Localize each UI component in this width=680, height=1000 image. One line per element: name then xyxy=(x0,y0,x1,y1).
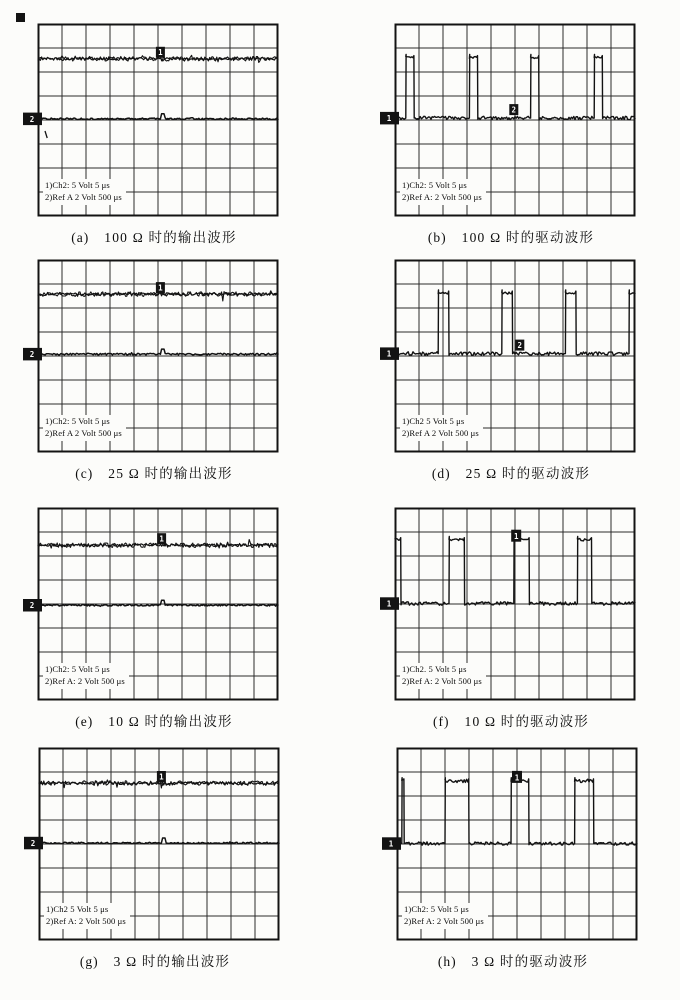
readout-line-1: 1)Ch2: 5 Volt 5 μs xyxy=(404,904,469,914)
channel-readout xyxy=(400,663,486,689)
trace-marker-glyph: 2 xyxy=(517,341,523,350)
caption-text: 100 Ω 时的驱动波形 xyxy=(461,230,595,245)
trace-marker xyxy=(156,47,165,58)
panel-caption xyxy=(24,710,284,730)
channel-readout xyxy=(400,415,483,441)
oscilloscope-screenshot xyxy=(29,24,278,216)
ground-marker-glyph: 1 xyxy=(386,114,392,124)
panel-caption xyxy=(381,226,641,246)
oscilloscope-screenshot xyxy=(386,24,635,216)
trace-marker-glyph: 1 xyxy=(159,534,164,544)
oscilloscope-screenshot xyxy=(29,508,278,700)
ground-marker xyxy=(380,112,399,125)
trace-marker xyxy=(509,104,518,115)
readout-line-2: 2)Ref A 2 Volt 500 μs xyxy=(45,191,122,202)
ground-marker-glyph: 2 xyxy=(29,350,35,360)
readout-line-1: 1)Ch2 5 Volt 5 μs xyxy=(46,904,109,914)
trace-marker-glyph: 1 xyxy=(513,532,519,542)
caption-text: 3 Ω 时的驱动波形 xyxy=(471,954,589,969)
caption-text: 10 Ω 时的驱动波形 xyxy=(464,714,589,729)
ground-marker xyxy=(24,837,43,850)
trace-marker-glyph: 1 xyxy=(514,773,520,783)
caption-index: (a) xyxy=(71,230,90,245)
trace-marker xyxy=(511,530,521,542)
ground-marker-glyph: 2 xyxy=(29,601,35,611)
trace-marker xyxy=(512,771,522,783)
stray-mark xyxy=(45,131,47,138)
readout-line-1: 1)Ch2: 5 Volt 5 μs xyxy=(45,664,110,674)
channel-readout xyxy=(400,179,486,205)
caption-index: (h) xyxy=(437,954,457,969)
panel-caption xyxy=(24,462,284,482)
ground-marker xyxy=(23,113,42,126)
readout-line-2: 2)Ref A 2 Volt 500 μs xyxy=(45,427,122,438)
ground-marker xyxy=(23,599,42,612)
channel-readout xyxy=(43,179,126,205)
caption-text: 25 Ω 时的驱动波形 xyxy=(465,466,591,481)
scope-panel-h xyxy=(388,748,637,969)
oscilloscope-screenshot xyxy=(30,748,279,940)
channel-readout xyxy=(43,663,129,689)
readout-line-2: 2)Ref A: 2 Volt 500 μs xyxy=(402,191,482,202)
caption-text: 10 Ω 时的输出波形 xyxy=(108,714,233,729)
readout-line-2: 2)Ref A: 2 Volt 500 μs xyxy=(404,915,484,926)
ground-marker-glyph: 1 xyxy=(388,839,394,849)
oscilloscope-screenshot xyxy=(386,508,635,700)
caption-index: (b) xyxy=(427,230,447,245)
page-corner-mark xyxy=(16,13,25,22)
panel-caption xyxy=(24,226,284,246)
oscilloscope-screenshot xyxy=(386,260,635,452)
ground-marker xyxy=(23,348,42,361)
scope-panel-b xyxy=(386,24,635,245)
caption-index: (f) xyxy=(433,714,450,729)
readout-line-2: 2)Ref A: 2 Volt 500 μs xyxy=(46,915,126,926)
channel-readout xyxy=(43,415,126,441)
panel-caption xyxy=(383,950,643,970)
readout-line-1: 1)Ch2. 5 Volt 5 μs xyxy=(402,664,467,674)
trace-marker xyxy=(157,771,166,782)
scope-panel-c xyxy=(29,260,278,481)
caption-index: (c) xyxy=(75,466,94,481)
readout-line-1: 1)Ch2: 5 Volt 5 μs xyxy=(45,180,110,190)
caption-text: 100 Ω 时的输出波形 xyxy=(104,230,237,245)
readout-line-2: 2)Ref A 2 Volt 500 μs xyxy=(402,427,479,438)
trace-marker-glyph: 1 xyxy=(158,283,163,293)
trace-marker xyxy=(515,340,524,351)
scope-panel-d xyxy=(386,260,635,481)
panel-caption xyxy=(25,950,285,970)
caption-index: (d) xyxy=(431,466,451,481)
scope-panel-e xyxy=(29,508,278,729)
readout-line-2: 2)Ref A: 2 Volt 500 μs xyxy=(45,675,125,686)
panel-caption xyxy=(381,462,641,482)
readout-line-1: 1)Ch2: 5 Volt 5 μs xyxy=(402,180,467,190)
trace-marker-glyph: 1 xyxy=(158,48,163,58)
ground-marker-glyph: 1 xyxy=(386,349,392,359)
ground-marker-glyph: 2 xyxy=(30,839,36,848)
ground-marker xyxy=(380,597,399,610)
scope-panel-f xyxy=(386,508,635,729)
readout-line-1: 1)Ch2: 5 Volt 5 μs xyxy=(45,416,110,426)
ground-marker xyxy=(382,837,401,850)
ground-marker-glyph: 1 xyxy=(386,599,392,609)
trace-marker-glyph: 2 xyxy=(511,105,517,115)
trace-marker xyxy=(157,533,166,544)
caption-text: 25 Ω 时的输出波形 xyxy=(108,466,233,481)
scope-panel-g xyxy=(30,748,279,969)
caption-text: 3 Ω 时的输出波形 xyxy=(113,954,231,969)
ground-marker-glyph: 2 xyxy=(29,114,35,124)
readout-line-2: 2)Ref A: 2 Volt 500 μs xyxy=(402,675,482,686)
panel-caption xyxy=(381,710,641,730)
trace-marker-glyph: 1 xyxy=(159,772,164,782)
channel-readout xyxy=(402,903,488,929)
oscilloscope-screenshot xyxy=(388,748,637,940)
oscilloscope-screenshot xyxy=(29,260,278,452)
readout-line-1: 1)Ch2 5 Volt 5 μs xyxy=(402,416,465,426)
channel-readout xyxy=(44,903,130,929)
trace-marker xyxy=(156,282,165,293)
scope-panel-a xyxy=(29,24,278,245)
caption-index: (e) xyxy=(75,714,94,729)
ground-marker xyxy=(380,347,399,360)
caption-index: (g) xyxy=(79,954,99,969)
